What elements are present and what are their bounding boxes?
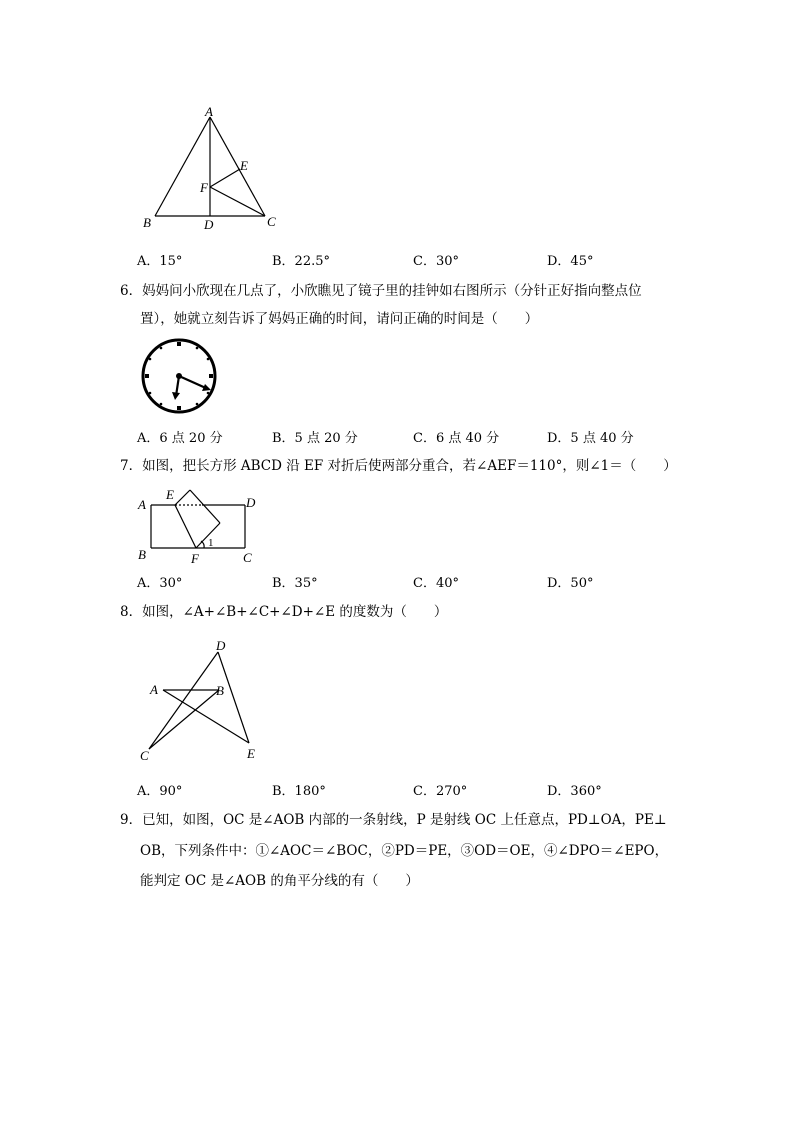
- q6-option-c: C．6 点 40 分: [413, 431, 500, 446]
- q8-label-D: D: [216, 638, 226, 653]
- q9-text-line2: OB，下列条件中：①∠AOC＝∠BOC，②PD＝PE，③OD＝OE，④∠DPO＝∠EPO，: [140, 843, 669, 859]
- q5-label-B: B: [143, 215, 151, 230]
- q8-option-c: C．270°: [413, 784, 468, 799]
- q5-label-E: E: [240, 158, 248, 173]
- q5-label-A: A: [205, 105, 213, 119]
- q7-label-F: F: [191, 551, 199, 566]
- q7-option-a: A．30°: [137, 576, 183, 591]
- q8-option-d: D．360°: [547, 784, 602, 799]
- q8-text-line1: 8．如图，∠A+∠B+∠C+∠D+∠E 的度数为（ ）: [120, 604, 448, 620]
- q7-label-A: A: [138, 497, 146, 512]
- q8-label-E: E: [247, 746, 255, 761]
- q8-label-B: B: [216, 683, 224, 698]
- q9-text-line1: 9．已知，如图，OC 是∠AOB 内部的一条射线，P 是射线 OC 上任意点，PD⊥OA，PE⊥: [120, 812, 667, 828]
- q9-text-line3: 能判定 OC 是∠AOB 的角平分线的有（ ）: [140, 873, 419, 889]
- q6-option-d: D．5 点 40 分: [547, 431, 634, 446]
- q8-option-a: A．90°: [137, 784, 183, 799]
- q8-label-C: C: [140, 748, 149, 763]
- q7-label-C: C: [243, 550, 252, 565]
- q6-clock-icon: [138, 338, 222, 416]
- q7-option-b: B．35°: [272, 576, 318, 591]
- q5-option-b: B．22.5°: [272, 254, 330, 269]
- q7-rectangle-figure: [135, 485, 265, 567]
- q5-option-d: D．45°: [547, 254, 594, 269]
- q7-label-E: E: [166, 487, 174, 502]
- q5-label-C: C: [267, 214, 276, 229]
- q6-text-line2: 置），她就立刻告诉了妈妈正确的时间，请问正确的时间是（ ）: [140, 311, 539, 327]
- q7-angle-1-label: 1: [208, 537, 214, 549]
- q8-star-figure: [135, 635, 265, 765]
- q6-text-line1: 6．妈妈问小欣现在几点了，小欣瞧见了镜子里的挂钟如右图所示（分针正好指向整点位: [120, 283, 642, 299]
- q7-option-c: C．40°: [413, 576, 459, 591]
- q5-label-F: F: [200, 180, 208, 195]
- q5-label-D: D: [204, 217, 214, 232]
- q5-option-a: A．15°: [137, 254, 183, 269]
- q6-option-a: A．6 点 20 分: [137, 431, 223, 446]
- q7-option-d: D．50°: [547, 576, 594, 591]
- q6-option-b: B．5 点 20 分: [272, 431, 358, 446]
- q7-label-B: B: [138, 547, 146, 562]
- q7-label-D: D: [246, 495, 256, 510]
- q7-text-line1: 7．如图，把长方形 ABCD 沿 EF 对折后使两部分重合，若∠AEF＝110°，则∠1＝（ ）: [120, 458, 677, 474]
- q5-option-c: C．30°: [413, 254, 459, 269]
- q8-option-b: B．180°: [272, 784, 326, 799]
- q5-triangle-figure: [135, 105, 285, 235]
- q8-label-A: A: [150, 682, 158, 697]
